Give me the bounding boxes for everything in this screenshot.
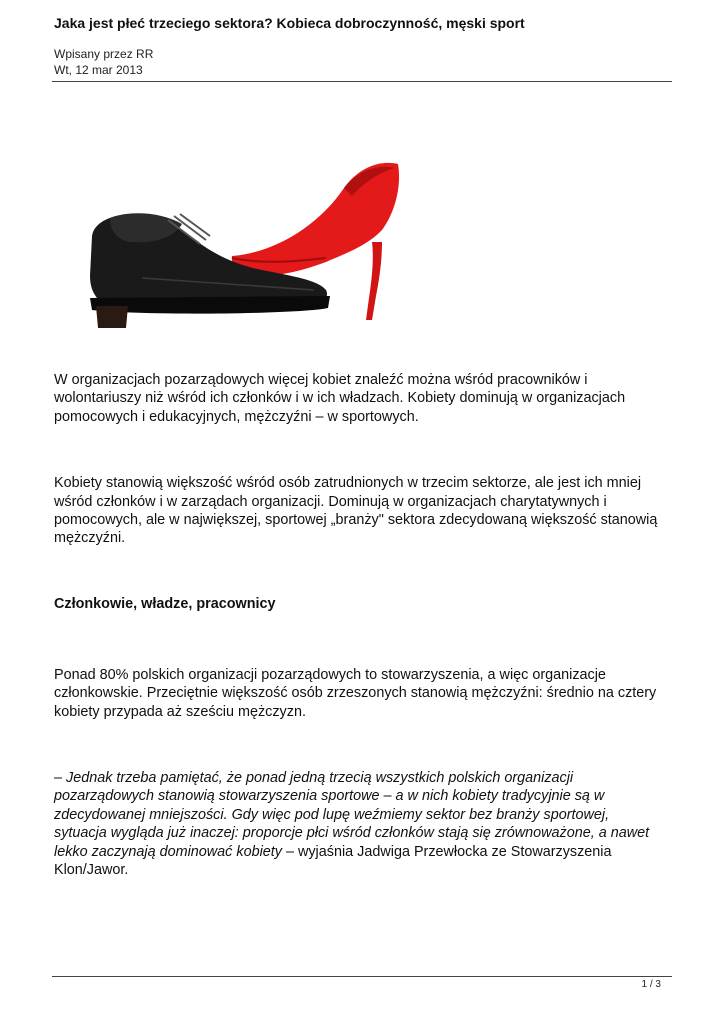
paragraph-3: Ponad 80% polskich organizacji pozarządowych to stowarzyszenia, a więc organizacje członkowskie. Przeciętnie większość osób zrzeszonych stanowią mężczyźni: średnio na cztery kobiety przypada aż sześciu mężczyzn. (54, 666, 657, 720)
quote-attribution: – wyjaśnia Jadwiga Przewłocka ze Stowarzyszenia Klon/Jawor. (54, 843, 612, 879)
author-line: Wpisany przez RR (54, 47, 154, 61)
page-number: 1 / 3 (641, 979, 661, 990)
footer-divider (52, 976, 672, 977)
article-body (54, 371, 674, 880)
date-line: Wt, 12 mar 2013 (54, 63, 143, 77)
article-meta (54, 46, 153, 78)
shoes-illustration-icon (82, 158, 412, 328)
section-heading: Członkowie, władze, pracownicy (54, 595, 276, 612)
paragraph-2: Kobiety stanowią większość wśród osób zatrudnionych w trzecim sektorze, ale jest ich mniej wśród członków i w zarządach organizacji. Dominują w organizacjach charytatywnych i pomocowych, ale w największej, sportowej „branży" sektora zdecydowaną większość stanowią mężczyźni. (54, 475, 658, 547)
paragraph-1: W organizacjach pozarządowych więcej kobiet znaleźć można wśród pracowników i wolontariuszy niż wśród ich członków i w ich władzach. Kobiety dominują w organizacjach pomocowych i edukacyjnych, mężczyźni – w sportowych. (54, 372, 626, 425)
page-title: Jaka jest płeć trzeciego sektora? Kobieca dobroczynność, męski sport (54, 15, 525, 31)
quote-paragraph (54, 769, 674, 879)
header-divider (52, 81, 672, 82)
quote-text: – Jednak trzeba pamiętać, że ponad jedną trzecią wszystkich polskich organizacji pozarządowych stanowią stowarzyszenia sportowe – a w nich kobiety tradycyjnie są w zdecydowanej mniejszości. Gdy więc pod lupę weźmiemy sektor bez branży sportowej, sytuacja wygląda już inaczej: proporcje płci wśród członków stają się zrównoważone, a nawet lekko zaczynają dominować kobiety (54, 770, 650, 860)
